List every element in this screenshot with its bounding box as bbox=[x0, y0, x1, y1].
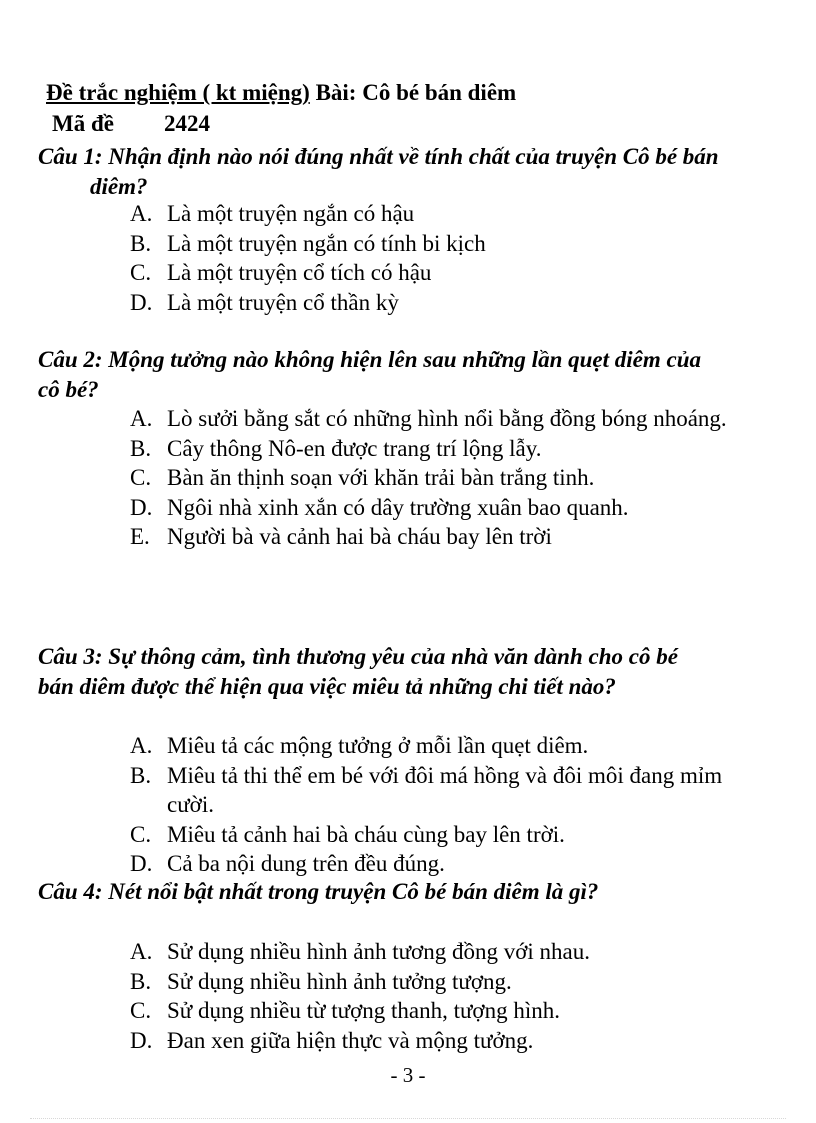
option-text: Sử dụng nhiều từ tượng thanh, tượng hình. bbox=[167, 998, 560, 1023]
exam-code bbox=[52, 111, 210, 137]
option-item bbox=[130, 404, 730, 434]
option-text: Sử dụng nhiều hình ảnh tưởng tượng. bbox=[167, 968, 512, 994]
option-item bbox=[130, 820, 730, 850]
question-3-text: Câu 3: Sự thông cảm, tình thương yêu của nhà văn dành cho cô bé bán diêm được thể hiện qua việc miêu tả những chi tiết nào? bbox=[38, 644, 678, 699]
question-2-options bbox=[130, 404, 730, 552]
option-letter: D. bbox=[130, 851, 153, 876]
exam-code-label: Mã đề bbox=[52, 111, 114, 136]
option-text: Sử dụng nhiều hình ảnh tương đồng với nhau. bbox=[167, 939, 590, 964]
option-letter: D. bbox=[130, 494, 153, 520]
option-letter: C. bbox=[130, 465, 152, 490]
lesson-title: Bài: Cô bé bán diêm bbox=[309, 80, 517, 105]
page-title bbox=[46, 80, 516, 106]
option-letter: D. bbox=[130, 1027, 153, 1053]
option-text: Là một truyện ngắn có tính bi kịch bbox=[167, 230, 486, 256]
option-item bbox=[130, 761, 730, 820]
option-item bbox=[130, 288, 730, 318]
option-text: Miêu tả thi thể em bé với đôi má hồng và đôi môi đang mỉm cười. bbox=[167, 762, 723, 817]
option-text: Miêu tả các mộng tưởng ở mỗi lần quẹt diêm. bbox=[167, 733, 589, 758]
question-1-options bbox=[130, 199, 730, 317]
page-number: - 3 - bbox=[390, 1063, 426, 1087]
option-item bbox=[130, 996, 730, 1026]
option-item bbox=[130, 463, 730, 493]
option-text: Người bà và cảnh hai bà cháu bay lên trời bbox=[167, 524, 552, 549]
option-text: Cả ba nội dung trên đều đúng. bbox=[167, 851, 445, 876]
option-text: Miêu tả cảnh hai bà cháu cùng bay lên trời. bbox=[167, 821, 565, 847]
question-4-options bbox=[130, 937, 730, 1055]
option-item bbox=[130, 731, 730, 761]
option-text: Cây thông Nô-en được trang trí lộng lẫy. bbox=[167, 435, 542, 461]
question-3-options bbox=[130, 731, 730, 879]
option-item bbox=[130, 199, 730, 229]
option-text: Là một truyện cổ thần kỳ bbox=[167, 289, 399, 315]
option-letter: A. bbox=[130, 406, 153, 431]
option-letter: A. bbox=[130, 201, 153, 226]
question-4-text: Câu 4: Nét nổi bật nhất trong truyện Cô bé bán diêm là gì? bbox=[38, 879, 599, 904]
option-letter: C. bbox=[130, 260, 152, 285]
option-letter: B. bbox=[130, 968, 152, 994]
option-item bbox=[130, 849, 730, 879]
option-item bbox=[130, 258, 730, 288]
question-1-text: Câu 1: Nhận định nào nói đúng nhất về tính chất của truyện Cô bé bán diêm? bbox=[38, 144, 719, 199]
option-item bbox=[130, 434, 730, 464]
question-2-text: Câu 2: Mộng tưởng nào không hiện lên sau những lần quẹt diêm của cô bé? bbox=[38, 347, 701, 402]
option-item bbox=[130, 967, 730, 997]
option-item bbox=[130, 229, 730, 259]
option-letter: C. bbox=[130, 998, 152, 1023]
exam-code-value: 2424 bbox=[164, 111, 210, 136]
footer-divider bbox=[30, 1118, 786, 1119]
option-letter: B. bbox=[130, 435, 152, 461]
option-text: Là một truyện cổ tích có hậu bbox=[167, 260, 432, 285]
option-letter: B. bbox=[130, 762, 152, 788]
option-text: Là một truyện ngắn có hậu bbox=[167, 201, 415, 226]
option-item bbox=[130, 522, 730, 552]
option-text: Lò sưởi bằng sắt có những hình nổi bằng đồng bóng nhoáng. bbox=[167, 406, 727, 431]
option-letter: A. bbox=[130, 733, 153, 758]
option-letter: C. bbox=[130, 821, 152, 847]
option-letter: A. bbox=[130, 939, 153, 964]
test-title: Đề trắc nghiệm ( kt miệng) bbox=[46, 80, 310, 105]
option-letter: B. bbox=[130, 230, 152, 256]
option-text: Đan xen giữa hiện thực và mộng tưởng. bbox=[167, 1027, 534, 1053]
option-letter: D. bbox=[130, 289, 153, 315]
option-text: Bàn ăn thịnh soạn với khăn trải bàn trắng tinh. bbox=[167, 465, 595, 490]
option-item bbox=[130, 937, 730, 967]
option-letter: E. bbox=[130, 524, 150, 549]
option-item bbox=[130, 493, 730, 523]
option-text: Ngôi nhà xinh xắn có dây trường xuân bao quanh. bbox=[167, 494, 629, 520]
option-item bbox=[130, 1026, 730, 1056]
